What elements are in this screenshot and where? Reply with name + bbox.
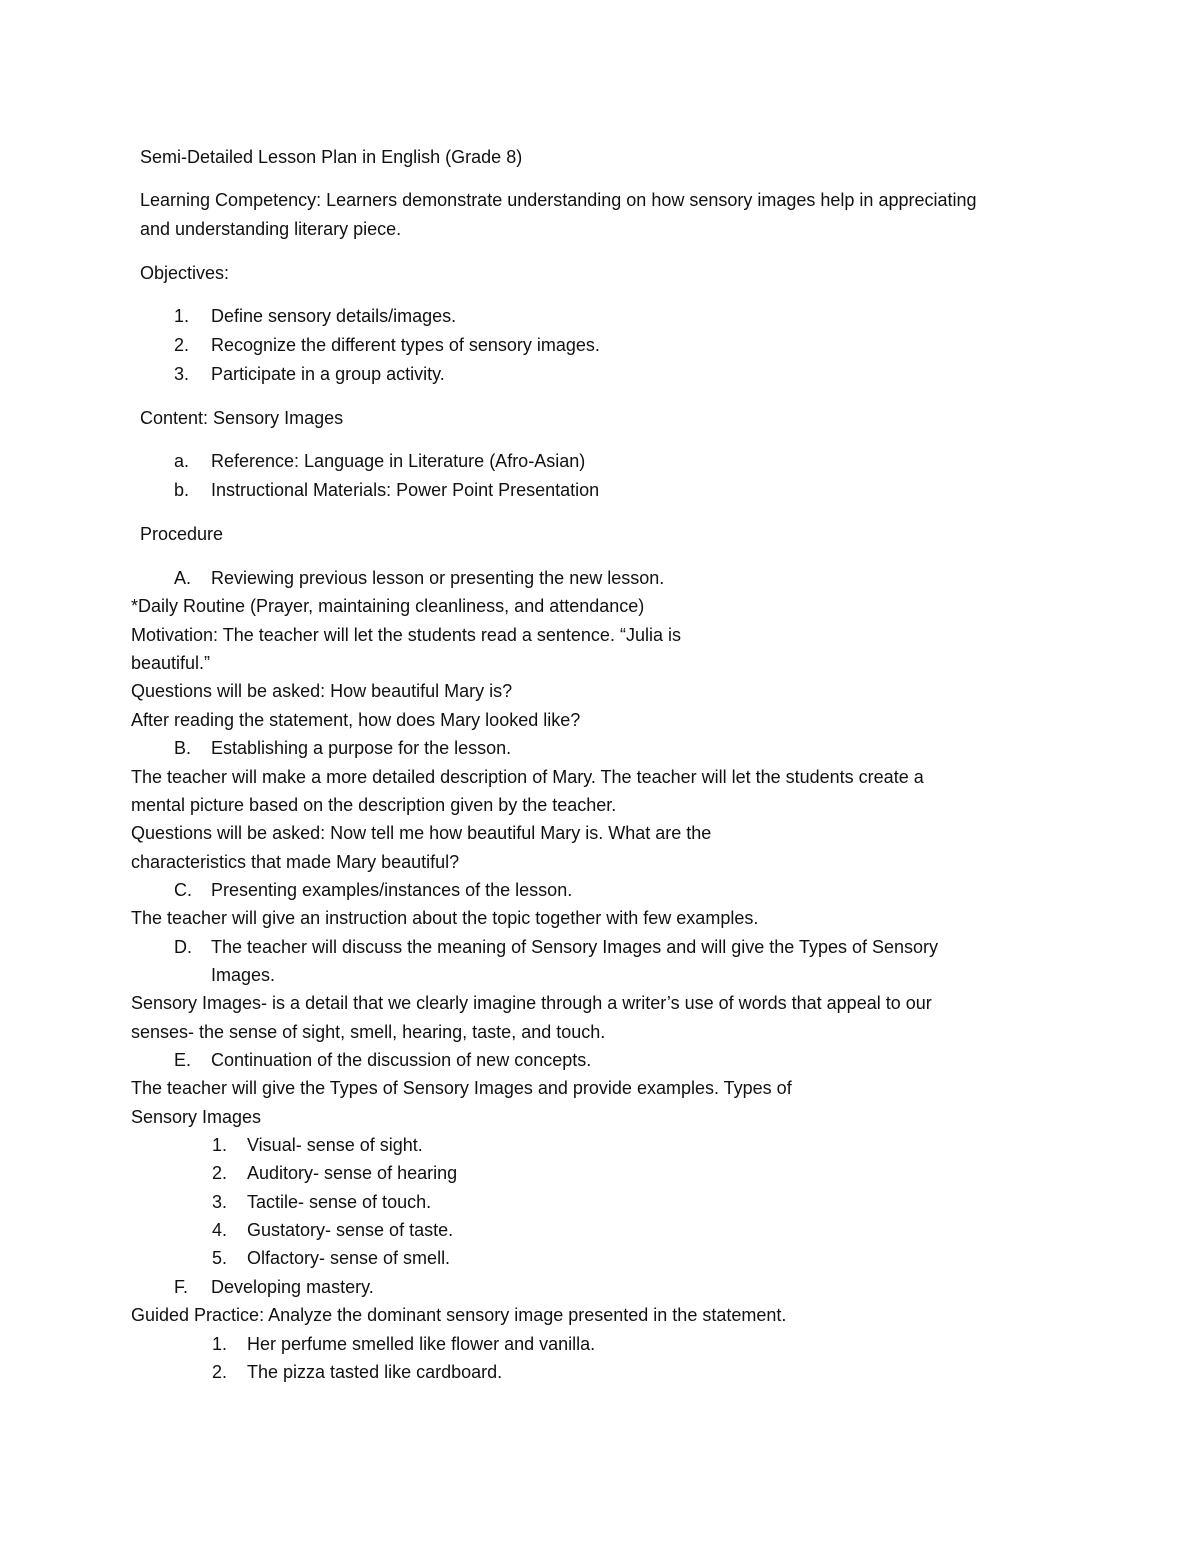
step-marker: A. (174, 568, 192, 588)
type-marker: 1. (212, 1135, 228, 1155)
objective-marker: 3. (174, 364, 190, 384)
step-text-line: *Daily Routine (Prayer, maintaining cleanliness, and attendance) (131, 596, 645, 616)
step-text-line: The teacher will give an instruction about the topic together with few examples. (131, 908, 759, 928)
practice-marker: 2. (212, 1362, 228, 1382)
step-text-line: The teacher will make a more detailed description of Mary. The teacher will let the students create a (131, 767, 924, 787)
type-item: Tactile- sense of touch. (247, 1192, 432, 1212)
step-text-line: characteristics that made Mary beautiful? (131, 852, 460, 872)
type-item: Gustatory- sense of taste. (247, 1220, 454, 1240)
step-title: Continuation of the discussion of new concepts. (211, 1050, 592, 1070)
step-title: Establishing a purpose for the lesson. (211, 738, 512, 758)
type-marker: 5. (212, 1248, 228, 1268)
type-marker: 3. (212, 1192, 228, 1212)
objective-item: Recognize the different types of sensory images. (211, 335, 600, 355)
content-marker: b. (174, 480, 190, 500)
step-text-line: beautiful.” (131, 653, 211, 673)
content-item: Reference: Language in Literature (Afro-Asian) (211, 451, 586, 471)
step-title: Developing mastery. (211, 1277, 374, 1297)
step-marker: F. (174, 1277, 189, 1297)
step-title: Presenting examples/instances of the lesson. (211, 880, 573, 900)
step-text-line: Questions will be asked: How beautiful Mary is? (131, 681, 513, 701)
objective-item: Define sensory details/images. (211, 306, 457, 326)
step-text-line: Sensory Images- is a detail that we clearly imagine through a writer’s use of words that appeal to our (131, 993, 932, 1013)
practice-item: The pizza tasted like cardboard. (247, 1362, 503, 1382)
step-text-line: After reading the statement, how does Mary looked like? (131, 710, 581, 730)
step-marker: B. (174, 738, 192, 758)
objectives-heading: Objectives: (140, 263, 230, 283)
document-title: Semi-Detailed Lesson Plan in English (Grade 8) (140, 147, 523, 167)
step-marker: C. (174, 880, 192, 900)
step-title: Reviewing previous lesson or presenting the new lesson. (211, 568, 665, 588)
step-text-line: mental picture based on the description given by the teacher. (131, 795, 617, 815)
step-text-line: The teacher will give the Types of Sensory Images and provide examples. Types of (131, 1078, 792, 1098)
objective-marker: 1. (174, 306, 190, 326)
step-text-line: Sensory Images (131, 1107, 262, 1127)
type-item: Visual- sense of sight. (247, 1135, 423, 1155)
objective-item: Participate in a group activity. (211, 364, 445, 384)
type-item: Auditory- sense of hearing (247, 1163, 458, 1183)
type-item: Olfactory- sense of smell. (247, 1248, 451, 1268)
content-heading: Content: Sensory Images (140, 408, 344, 428)
practice-marker: 1. (212, 1334, 228, 1354)
step-text-line: Questions will be asked: Now tell me how beautiful Mary is. What are the (131, 823, 712, 843)
step-text-line: Motivation: The teacher will let the students read a sentence. “Julia is (131, 625, 681, 645)
competency-line-1: Learning Competency: Learners demonstrate understanding on how sensory images help in appreciating (140, 190, 977, 210)
procedure-heading: Procedure (140, 524, 224, 544)
content-marker: a. (174, 451, 190, 471)
step-title: The teacher will discuss the meaning of Sensory Images and will give the Types of Sensory (211, 937, 939, 957)
objective-marker: 2. (174, 335, 190, 355)
content-item: Instructional Materials: Power Point Presentation (211, 480, 600, 500)
competency-line-2: and understanding literary piece. (140, 219, 402, 239)
type-marker: 4. (212, 1220, 228, 1240)
type-marker: 2. (212, 1163, 228, 1183)
step-marker: E. (174, 1050, 192, 1070)
step-text-line: Guided Practice: Analyze the dominant sensory image presented in the statement. (131, 1305, 787, 1325)
step-text-line: senses- the sense of sight, smell, hearing, taste, and touch. (131, 1022, 606, 1042)
step-title-continued: Images. (211, 965, 276, 985)
practice-item: Her perfume smelled like flower and vanilla. (247, 1334, 596, 1354)
step-marker: D. (174, 937, 192, 957)
